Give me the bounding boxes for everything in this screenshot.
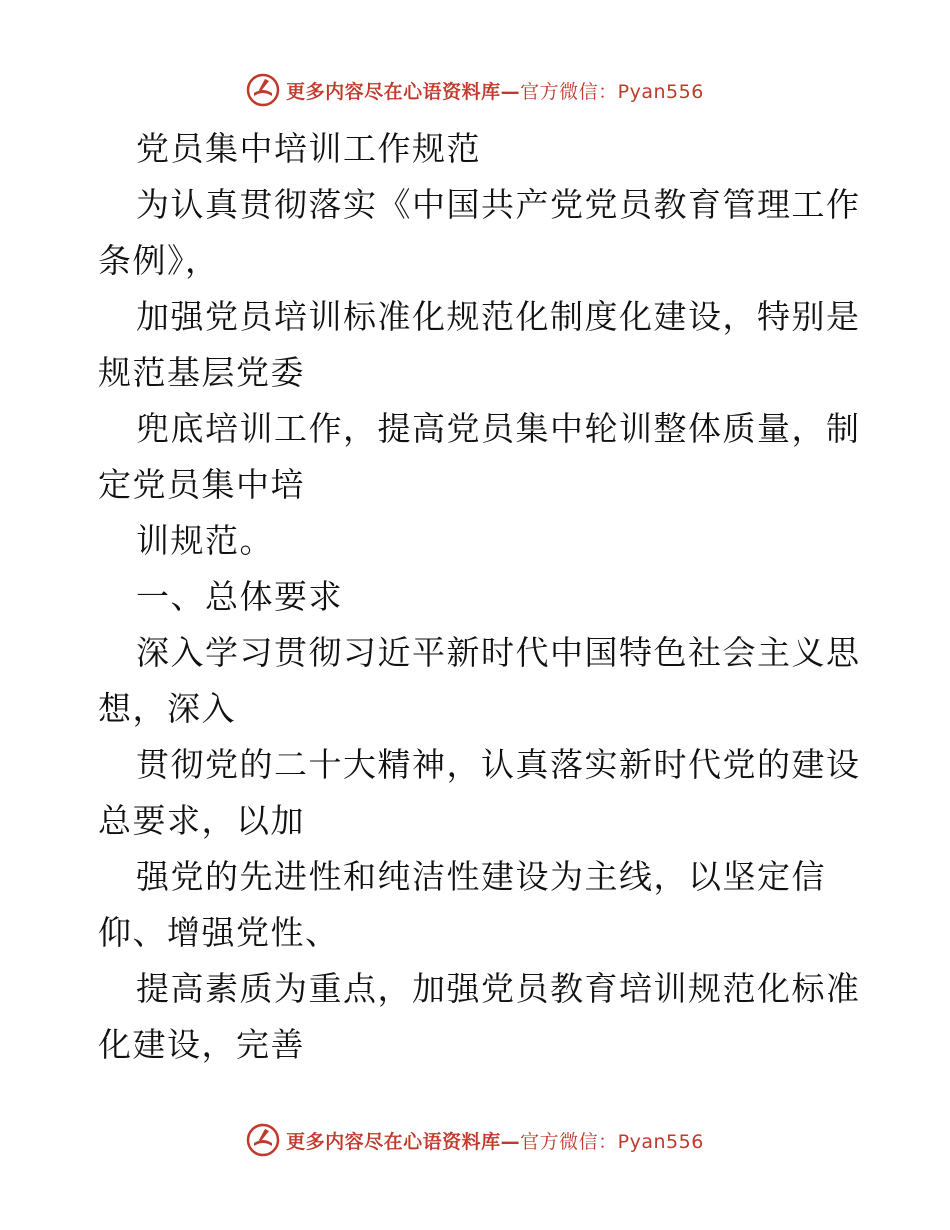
- document-line: 为认真贯彻落实《中国共产党党员教育管理工作: [136, 185, 861, 224]
- footer-banner: [0, 1120, 950, 1160]
- document-line: 定党员集中培: [98, 465, 305, 504]
- banner-text: [286, 77, 704, 104]
- document-line: 训规范。: [136, 521, 274, 560]
- document-line: 党员集中培训工作规范: [136, 129, 481, 168]
- banner-text: [286, 1127, 704, 1154]
- document-line: 一、总体要求: [136, 577, 343, 616]
- header-banner: [0, 70, 950, 110]
- document-line: 仰、增强党性、: [98, 913, 340, 952]
- document-line: 加强党员培训标准化规范化制度化建设，特别是: [136, 297, 861, 336]
- document-line: 化建设，完善: [98, 1025, 305, 1064]
- document-line: 规范基层党委: [98, 353, 305, 392]
- banner-brand: 更多内容尽在心语资料库: [286, 1130, 501, 1153]
- document-body: [98, 121, 861, 1073]
- banner-dash: —: [500, 80, 521, 103]
- document-line: 贯彻党的二十大精神，认真落实新时代党的建设: [136, 745, 861, 784]
- document-line: 想，深入: [98, 689, 236, 728]
- document-line: 兜底培训工作，提高党员集中轮训整体质量，制: [136, 409, 861, 448]
- banner-wechat: 官方微信：Pyan556: [520, 1130, 704, 1153]
- book-quill-logo-icon: [246, 1123, 280, 1157]
- document-line: 深入学习贯彻习近平新时代中国特色社会主义思: [136, 633, 861, 672]
- banner-dash: —: [500, 1130, 521, 1153]
- book-quill-logo-icon: [246, 73, 280, 107]
- document-line: 提高素质为重点，加强党员教育培训规范化标准: [136, 969, 861, 1008]
- document-line: 条例》，: [98, 241, 220, 280]
- banner-brand: 更多内容尽在心语资料库: [286, 80, 501, 103]
- document-line: 总要求，以加: [98, 801, 305, 840]
- document-line: 强党的先进性和纯洁性建设为主线，以坚定信: [136, 857, 826, 896]
- banner-wechat: 官方微信：Pyan556: [520, 80, 704, 103]
